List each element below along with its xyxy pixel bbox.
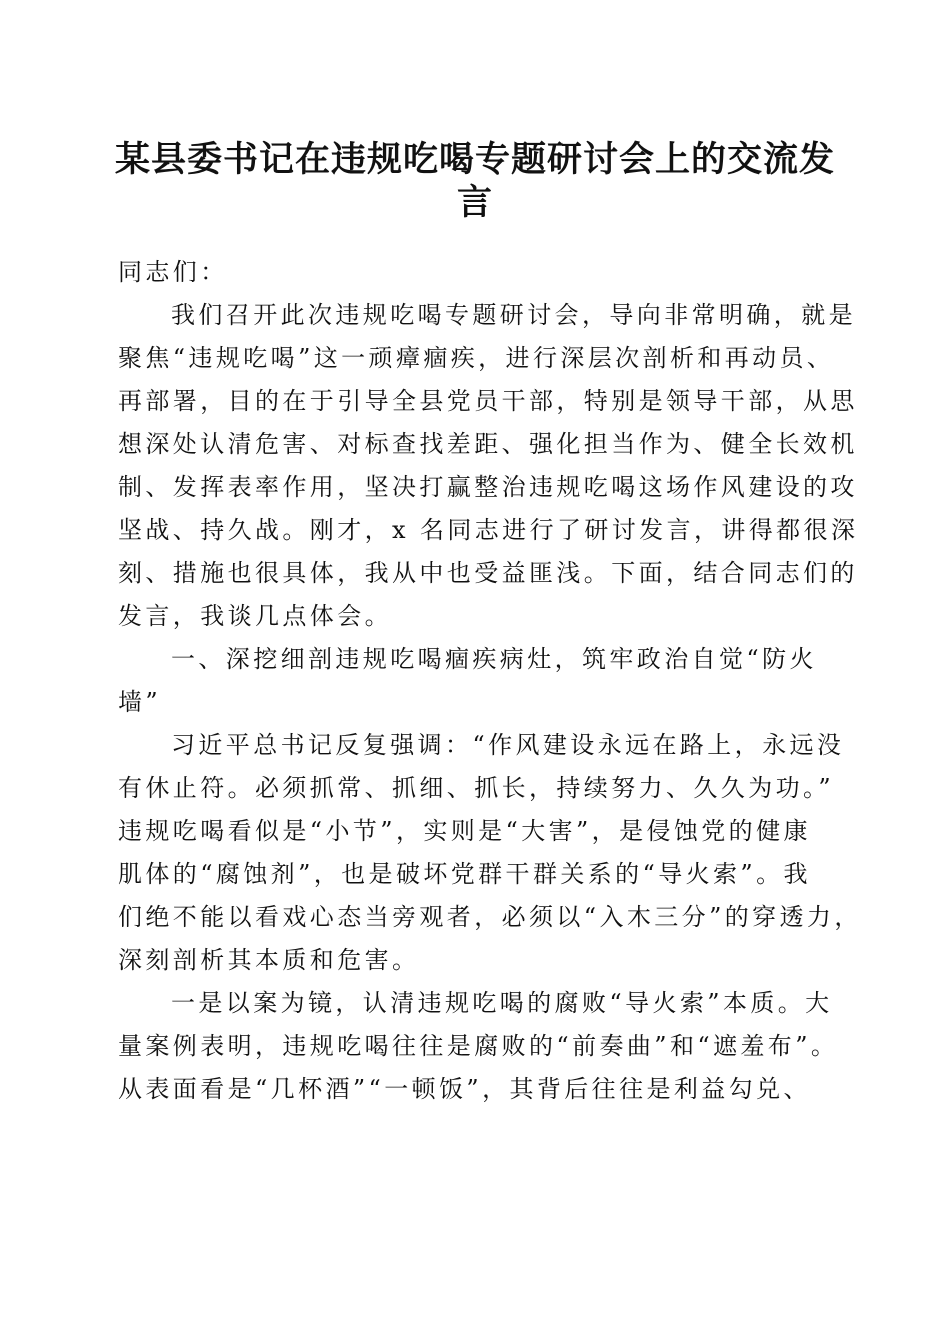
- paragraph-line: 有休止符。必须抓常、抓细、抓长，持续努力、久久为功。”: [118, 774, 835, 802]
- paragraph-line: 从表面看是“几杯酒”“一顿饭”，其背后往往是利益勾兑、: [118, 1075, 811, 1103]
- paragraph-line: 再部署，目的在于引导全县党员干部，特别是领导干部，从思: [118, 387, 858, 415]
- paragraph-line: 刻、措施也很具体，我从中也受益匪浅。下面，结合同志们的: [118, 559, 858, 587]
- paragraph-line: 聚焦“违规吃喝”这一顽瘴痼疾，进行深层次剖析和再动员、: [118, 344, 835, 372]
- paragraph-line: 肌体的“腐蚀剂”，也是破坏党群干群关系的“导火索”。我: [118, 860, 811, 888]
- paragraph-line: 习近平总书记反复强调：“作风建设永远在路上，永远没: [171, 731, 845, 759]
- document-title: [110, 135, 840, 221]
- paragraph-line: 坚战、持久战。刚才，x 名同志进行了研讨发言，讲得都很深: [118, 516, 859, 544]
- paragraph-line: 深刻剖析其本质和危害。: [118, 946, 420, 974]
- paragraph-line: 一是以案为镜，认清违规吃喝的腐败“导火索”本质。大: [171, 989, 833, 1017]
- salutation: 同志们：: [118, 258, 228, 286]
- document-body: [118, 251, 862, 1111]
- paragraph-line: 违规吃喝看似是“小节”，实则是“大害”，是侵蚀党的健康: [118, 817, 811, 845]
- paragraph-line: 想深处认清危害、对标查找差距、强化担当作为、健全长效机: [118, 430, 858, 458]
- paragraph-line: 们绝不能以看戏心态当旁观者，必须以“入木三分”的穿透力，: [118, 903, 862, 931]
- section-heading: 墙”: [118, 688, 162, 716]
- title-line-1: 某县委书记在违规吃喝专题研讨会上的交流发: [114, 139, 835, 180]
- paragraph-line: 发言，我谈几点体会。: [118, 602, 392, 630]
- section-heading: 一、深挖细剖违规吃喝痼疾病灶，筑牢政治自觉“防火: [171, 645, 817, 673]
- paragraph-line: 我们召开此次违规吃喝专题研讨会，导向非常明确，就是: [171, 301, 856, 329]
- paragraph-line: 量案例表明，违规吃喝往往是腐败的“前奏曲”和“遮羞布”。: [118, 1032, 839, 1060]
- title-line-2: 言: [456, 182, 493, 223]
- paragraph-line: 制、发挥表率作用，坚决打赢整治违规吃喝这场作风建设的攻: [118, 473, 858, 501]
